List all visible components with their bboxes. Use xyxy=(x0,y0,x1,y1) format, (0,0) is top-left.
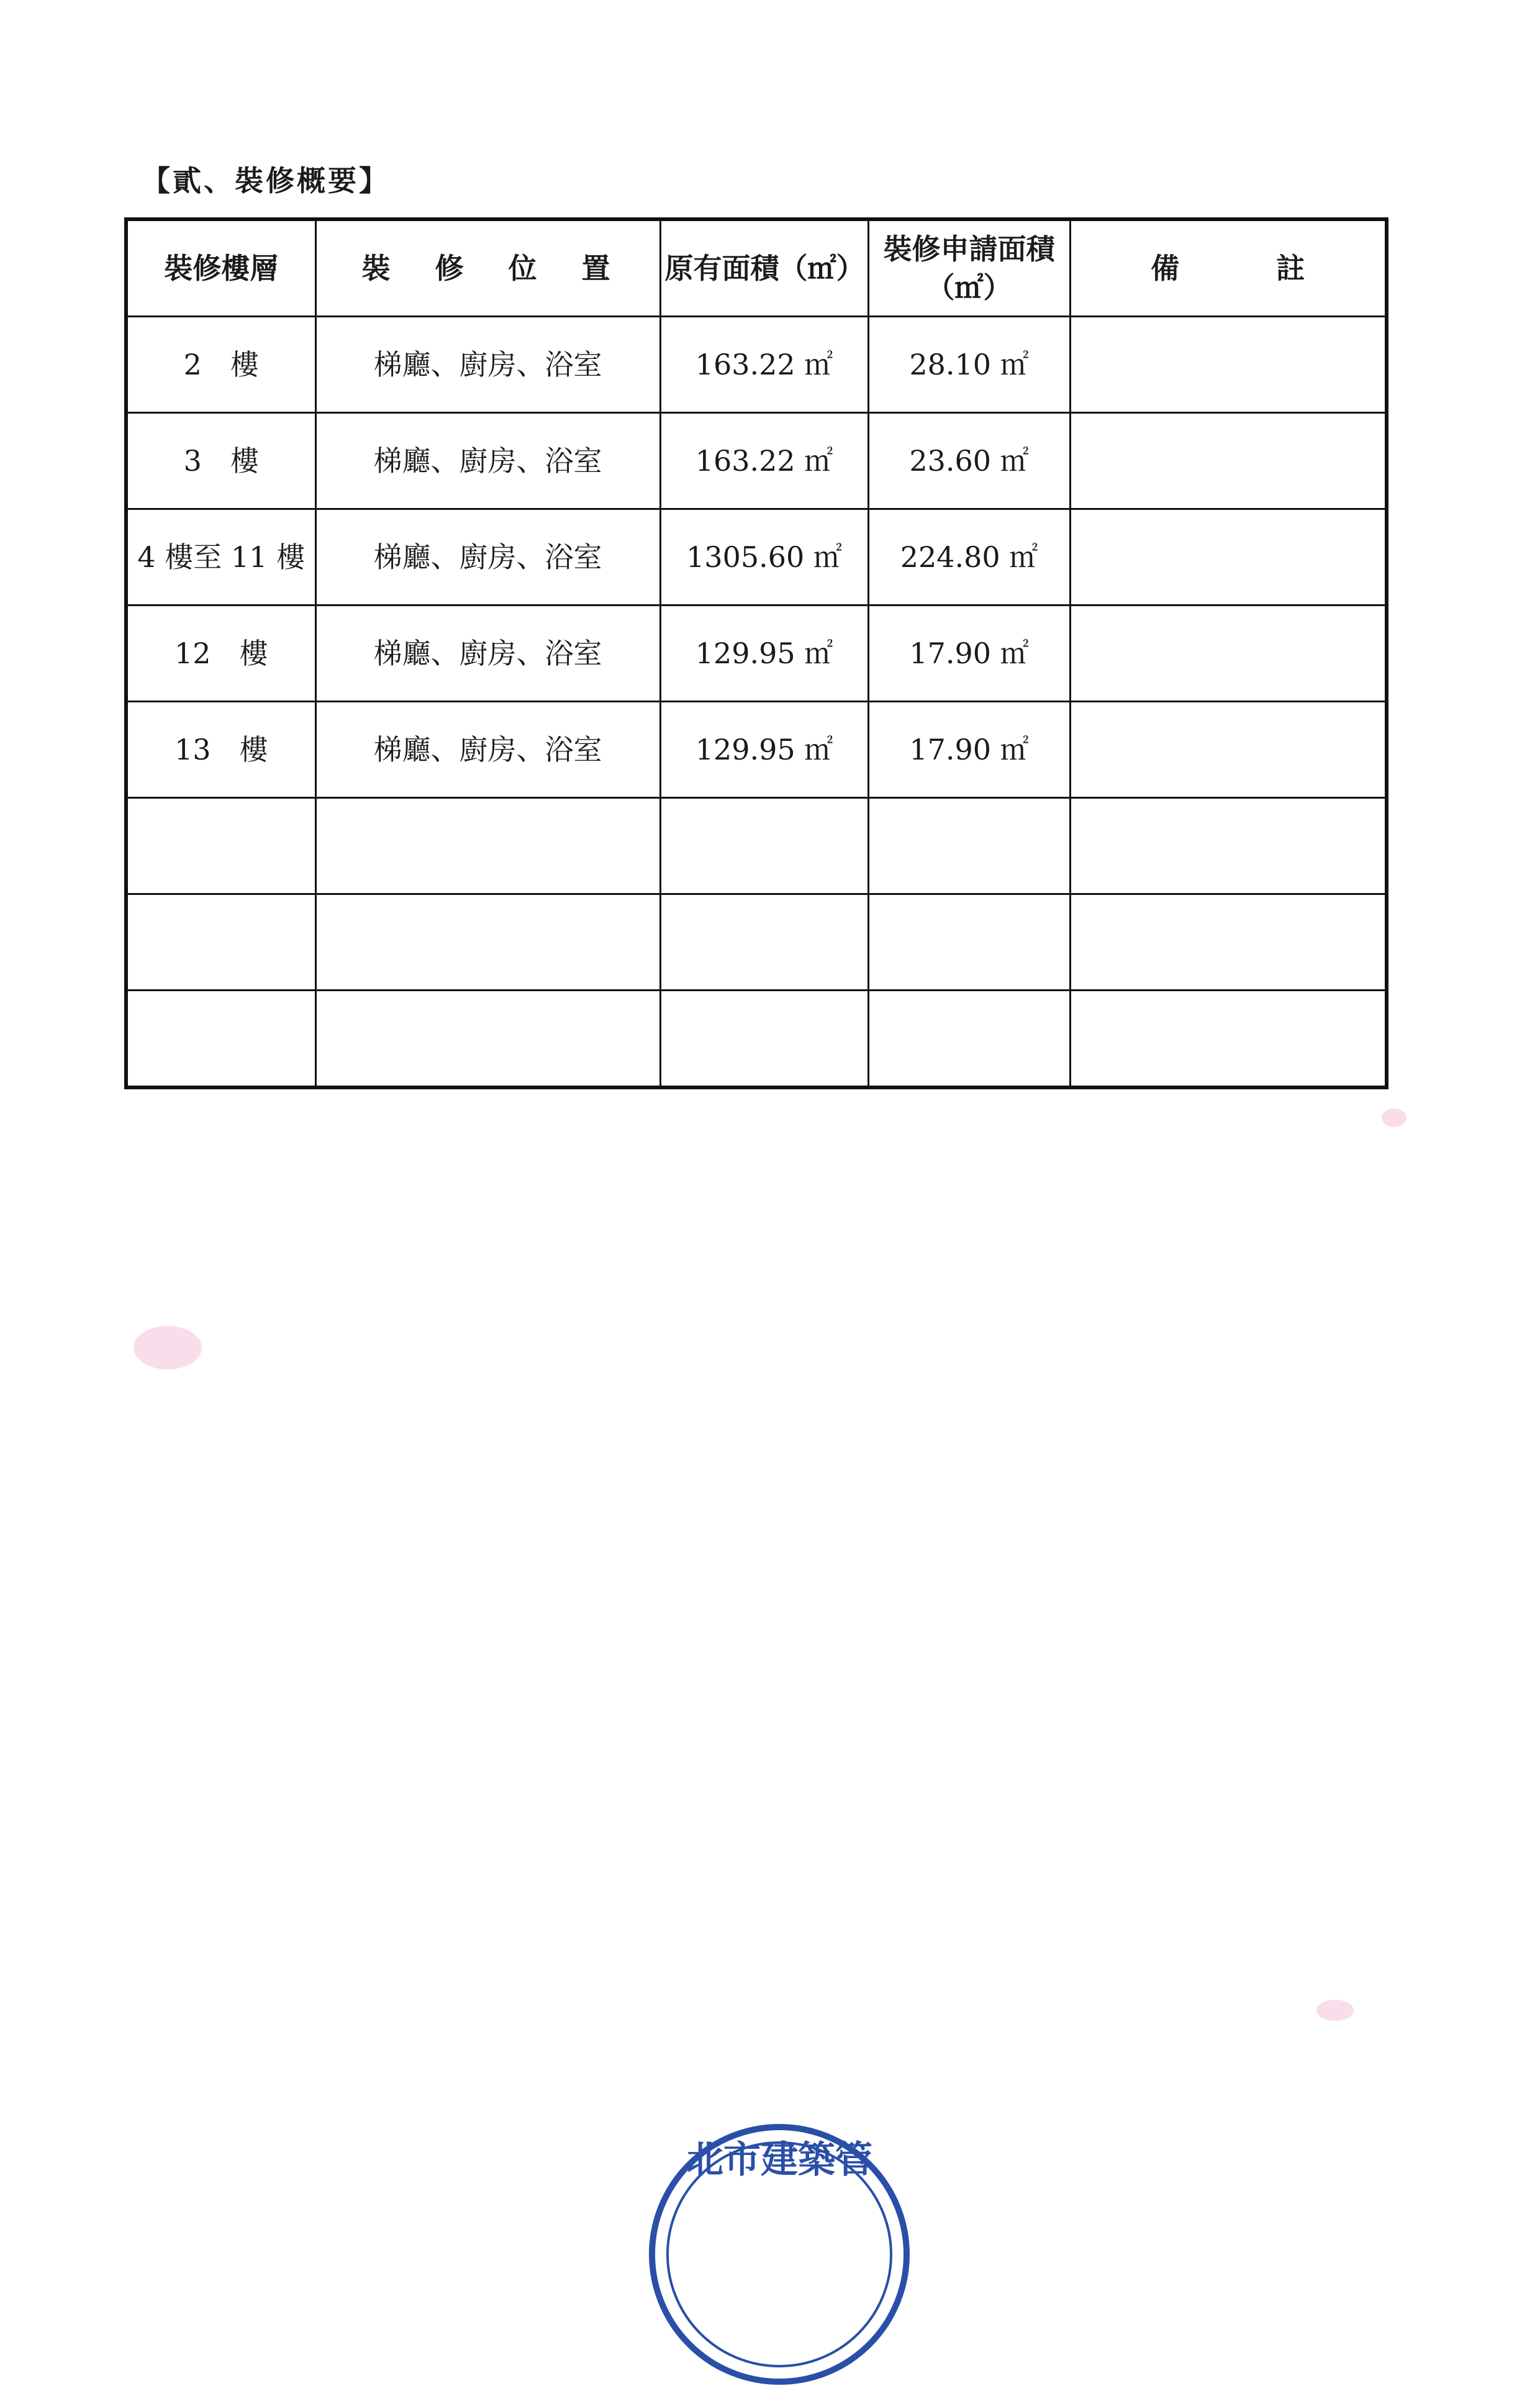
cell-location: 梯廳、廚房、浴室 xyxy=(315,606,660,702)
cell-applied-area xyxy=(868,894,1070,991)
header-applied-area: 裝修申請面積（㎡） xyxy=(868,219,1070,317)
table-row xyxy=(126,702,1387,798)
cell-applied-area: 23.60 ㎡ xyxy=(868,413,1070,509)
pink-smudge xyxy=(1316,2000,1354,2021)
cell-original-area xyxy=(660,798,868,894)
section-title: 【貳、裝修概要】 xyxy=(142,164,390,197)
pink-smudge xyxy=(134,1326,202,1369)
table-row xyxy=(126,798,1387,894)
cell-location xyxy=(315,894,660,991)
table-row xyxy=(126,606,1387,702)
renovation-summary-table xyxy=(124,217,1388,1089)
table-row xyxy=(126,509,1387,606)
table-row xyxy=(126,894,1387,991)
table-row xyxy=(126,413,1387,509)
cell-note xyxy=(1070,894,1387,991)
cell-original-area xyxy=(660,894,868,991)
cell-original-area: 1305.60 ㎡ xyxy=(660,509,868,606)
cell-floor xyxy=(126,798,315,894)
cell-floor: 12 樓 xyxy=(126,606,315,702)
cell-applied-area xyxy=(868,798,1070,894)
table-row xyxy=(126,991,1387,1088)
cell-note xyxy=(1070,509,1387,606)
cell-location: 梯廳、廚房、浴室 xyxy=(315,317,660,413)
cell-applied-area: 224.80 ㎡ xyxy=(868,509,1070,606)
table-row xyxy=(126,317,1387,413)
cell-applied-area: 17.90 ㎡ xyxy=(868,702,1070,798)
cell-note xyxy=(1070,798,1387,894)
cell-location xyxy=(315,798,660,894)
header-floor: 裝修樓層 xyxy=(126,219,315,317)
cell-note xyxy=(1070,413,1387,509)
cell-floor: 4 樓至 11 樓 xyxy=(126,509,315,606)
cell-location: 梯廳、廚房、浴室 xyxy=(315,702,660,798)
pink-smudge xyxy=(1382,1109,1406,1127)
cell-note xyxy=(1070,606,1387,702)
cell-location: 梯廳、廚房、浴室 xyxy=(315,509,660,606)
cell-applied-area xyxy=(868,991,1070,1088)
header-original-area: 原有面積（㎡） xyxy=(660,219,868,317)
cell-floor xyxy=(126,894,315,991)
table-header-row xyxy=(126,219,1387,317)
cell-floor: 2 樓 xyxy=(126,317,315,413)
cell-location: 梯廳、廚房、浴室 xyxy=(315,413,660,509)
cell-note xyxy=(1070,991,1387,1088)
official-seal xyxy=(643,2118,916,2391)
cell-original-area: 129.95 ㎡ xyxy=(660,606,868,702)
cell-original-area: 163.22 ㎡ xyxy=(660,413,868,509)
cell-note xyxy=(1070,702,1387,798)
cell-original-area: 163.22 ㎡ xyxy=(660,317,868,413)
header-location: 裝 修 位 置 xyxy=(315,219,660,317)
cell-location xyxy=(315,991,660,1088)
cell-applied-area: 28.10 ㎡ xyxy=(868,317,1070,413)
header-note: 備 註 xyxy=(1070,219,1387,317)
cell-note xyxy=(1070,317,1387,413)
cell-floor: 3 樓 xyxy=(126,413,315,509)
cell-original-area xyxy=(660,991,868,1088)
cell-original-area: 129.95 ㎡ xyxy=(660,702,868,798)
cell-floor: 13 樓 xyxy=(126,702,315,798)
cell-applied-area: 17.90 ㎡ xyxy=(868,606,1070,702)
cell-floor xyxy=(126,991,315,1088)
seal-text: 北市建築管 xyxy=(686,2138,872,2182)
